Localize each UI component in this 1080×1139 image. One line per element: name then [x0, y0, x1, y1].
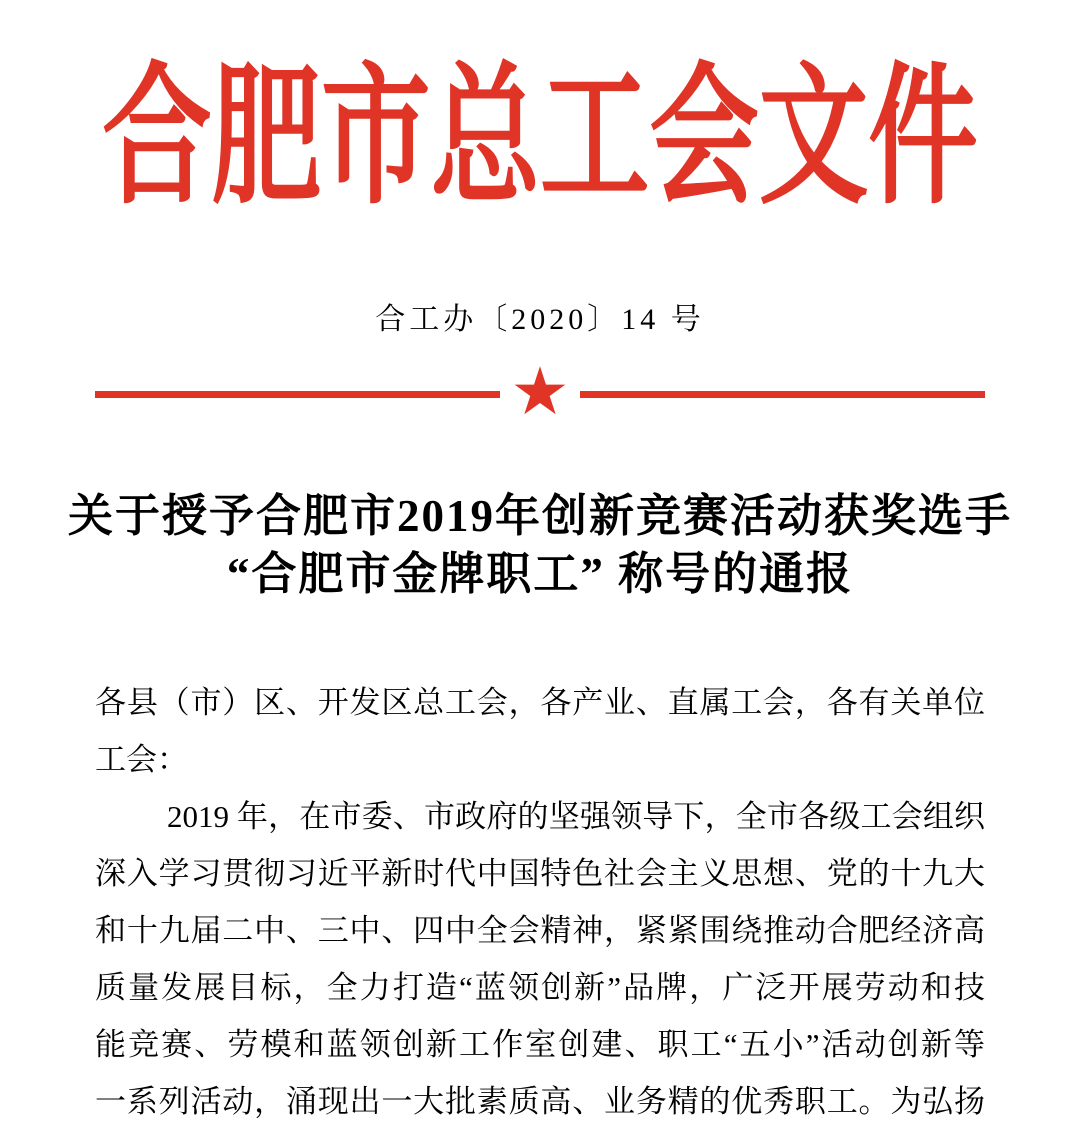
- body-line: 2019 年，在市委、市政府的坚强领导下，全市各级工会组织: [167, 799, 985, 834]
- divider-line-left: [95, 391, 500, 398]
- doc-number: 合工办〔2020〕14 号: [375, 303, 705, 336]
- body-line: 一系列活动，涌现出一大批素质高、业务精的优秀职工。为弘扬: [95, 1084, 985, 1119]
- red-star-icon: ★: [510, 353, 570, 430]
- salutation-line: 各县（市）区、开发区总工会，各产业、直属工会，各有关单位: [95, 685, 985, 720]
- body-line: 和十九届二中、三中、四中全会精神，紧紧围绕推动合肥经济高: [95, 913, 985, 948]
- doc-title-line-1: 关于授予合肥市2019年创新竞赛活动获奖选手: [67, 491, 1012, 541]
- body-line: 质量发展目标，全力打造“蓝领创新”品牌，广泛开展劳动和技: [95, 970, 985, 1005]
- org-header-title: 合肥市总工会文件: [102, 52, 978, 222]
- doc-title-line-2: “合肥市金牌职工” 称号的通报: [226, 549, 854, 599]
- body-line: 能竞赛、劳模和蓝领创新工作室创建、职工“五小”活动创新等: [95, 1027, 985, 1062]
- doc-body: [95, 674, 985, 1130]
- doc-title: [60, 487, 1020, 603]
- org-header: [0, 0, 1080, 232]
- body-line: 深入学习贯彻习近平新时代中国特色社会主义思想、党的十九大: [95, 856, 985, 891]
- salutation-line: 工会：: [95, 742, 188, 777]
- divider-line-right: [580, 391, 985, 398]
- star-divider: [95, 353, 985, 430]
